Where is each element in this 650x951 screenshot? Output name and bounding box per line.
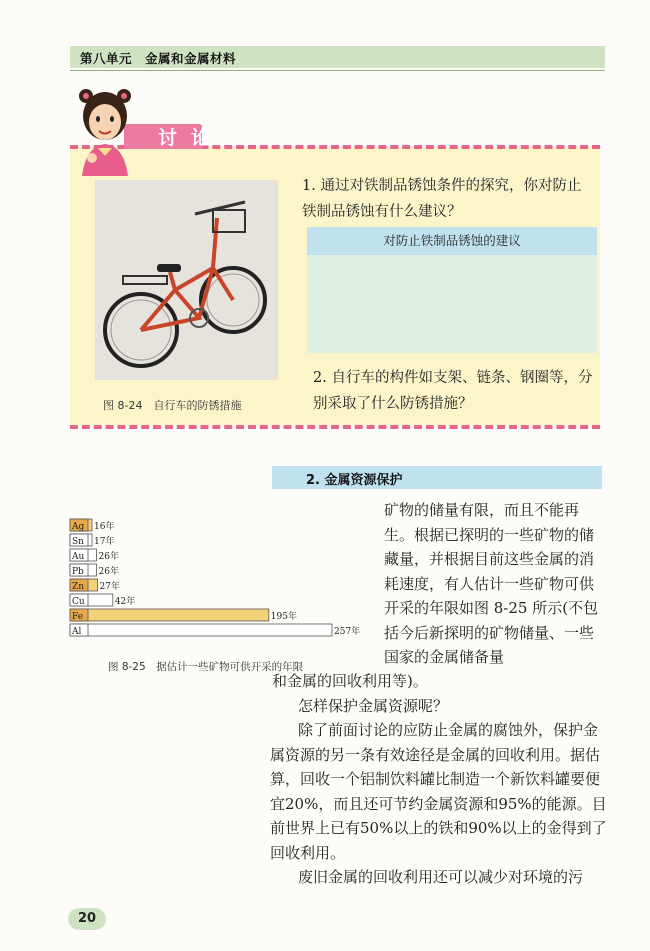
category-label-sn: Sn (72, 537, 84, 547)
value-label-cu: 42年 (114, 597, 136, 607)
discussion-tab-label: 讨论 (158, 127, 225, 149)
category-label-au: Au (72, 552, 85, 562)
mineral-years-bar-chart (66, 518, 366, 642)
bar-fe (70, 609, 269, 621)
discussion-question-1: 1. 通过对铁制品锈蚀条件的探究，你对防止铁制品锈蚀有什么建议？ (302, 178, 582, 220)
discussion-question-2: 2. 自行车的构件如支架、链条、钢圈等，分别采取了什么防锈措施？ (313, 370, 593, 412)
value-label-pb: 26年 (98, 567, 119, 577)
category-label-cu: Cu (72, 597, 85, 607)
paragraph-pollution: 废旧金属的回收利用还可以减少对环境的污 (298, 868, 584, 886)
figure-8-25-caption: 图 8-25 据估计一些矿物可供开采的年限 (108, 661, 304, 673)
bar-al (70, 624, 332, 636)
value-label-sn: 17年 (94, 537, 115, 547)
paragraph-mineral-reserves-end: 和金属的回收利用等)。 (272, 672, 428, 690)
value-label-zn: 27年 (99, 582, 120, 592)
unit-header-bar (70, 46, 605, 68)
girl-mascot-icon (72, 86, 140, 176)
section-heading: 2. 金属资源保护 (306, 473, 403, 488)
section-heading-bar (272, 466, 602, 489)
unit-title: 第八单元 金属和金属材料 (80, 51, 237, 66)
value-label-au: 26年 (98, 552, 119, 562)
category-label-pb: Pb (72, 567, 84, 577)
category-label-ag: Ag (72, 522, 85, 532)
category-label-al: Al (72, 627, 82, 637)
category-label-zn: Zn (72, 582, 85, 592)
discussion-bottom-border (70, 425, 600, 429)
paragraph-question: 怎样保护金属资源呢？ (298, 697, 449, 715)
value-label-al: 257年 (334, 627, 361, 637)
value-label-ag: 16年 (94, 522, 115, 532)
header-rule (70, 70, 605, 71)
paragraph-mineral-reserves: 矿物的储量有限，而且不能再生。根据已探明的一些矿物的储藏量，并根据目前这些金属的消耗速度，有人估计一些矿物可供开采的年限如图 8-25 所示(不包括今后新探明的矿物储量、一些国家的金属储备量 (384, 501, 599, 666)
figure-8-24-caption: 图 8-24 自行车的防锈措施 (103, 399, 242, 412)
category-label-fe: Fe (72, 612, 84, 622)
bicycle-photo (95, 180, 278, 380)
advice-box-header: 对防止铁制品锈蚀的建议 (307, 227, 597, 255)
page-number: 20 (77, 911, 97, 926)
paragraph-recycling: 除了前面讨论的应防止金属的腐蚀外，保护金属资源的另一条有效途径是金属的回收利用。据估算，回收一个铝制饮料罐比制造一个新饮料罐要便宜20%，而且还可节约金属资源和95%的能源。目前世界上已有50%以上的铁和90%以上的金得到了回收利用。 (270, 721, 607, 862)
value-label-fe: 195年 (270, 612, 297, 622)
